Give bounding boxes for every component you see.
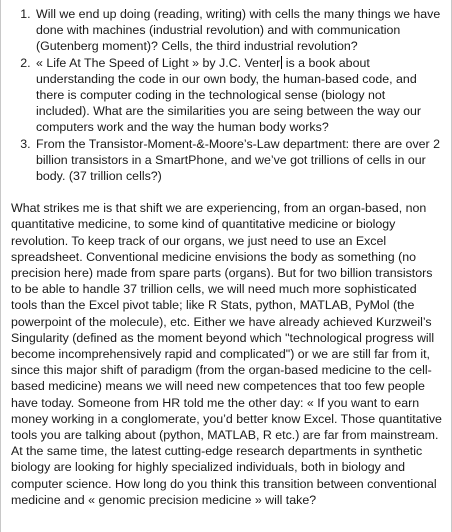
list-item-text[interactable]: From the Transistor-Moment-&-Moore’s-Law department: there are over 2 billion transistors in a SmartPhone, and we’ve got trillions of cells in our body. (37 trillion cells?) (36, 136, 440, 184)
list-item-2[interactable] (34, 55, 442, 136)
list-item-text[interactable]: Will we end up doing (reading, writing) with cells the many things we have done with machines (industrial revolution) and with communication (Gutenberg moment)? Cells, the third industrial revolution? (36, 7, 441, 54)
list-item-3[interactable] (34, 136, 442, 185)
list-item-text-after-caret[interactable]: is a book about understanding the code in our own body, the human-based code, and there is computer coding in the technological sense (biology not included). What are the similarities you are seing between the way our computers work and the way the human body works? (36, 55, 421, 135)
list-item-text-before-caret[interactable]: « Life At The Speed of Light » by J.C. Venter (36, 55, 281, 70)
question-list (11, 6, 442, 184)
body-paragraph[interactable]: What strikes me is that shift we are experiencing, from an organ-based, non quantitative medicine, to some kind of quantitative medicine or biology revolution. To keep track of our organs, we just need to use an Excel spreadsheet. Conventional medicine envisions the body as something (no precision here) made from spare parts (organs). But for two billion transistors to be able to handle 37 trillion cells, we will need much more sophisticated tools than the Excel pivot table; like R Stats, python, MATLAB, PyMol (the powerpoint of the molecule), etc. Either we have already achieved Kurzweil’s Singularity (defined as the moment beyond which "technological progress will become incomprehensively rapid and complicated") or we are still far from it, since this major shift of paradigm (from the organ-based medicine to the cell-based medicine) means we will need new competences that too few people have today. Someone from HR told me the other day: « If you want to earn money working in a conglomerate, you’d better know Excel. Those quantitative tools you are talking about (python, MATLAB, R etc.) are far from mainstream. At the same time, the latest cutting-edge research departments in synthetic biology are looking for highly specialized individuals, both in biology and computer science. How long do you think this transition between conventional medicine and « genomic precision medicine » will take? (11, 201, 442, 507)
list-item-1[interactable] (34, 6, 442, 55)
blank-line (11, 184, 442, 200)
